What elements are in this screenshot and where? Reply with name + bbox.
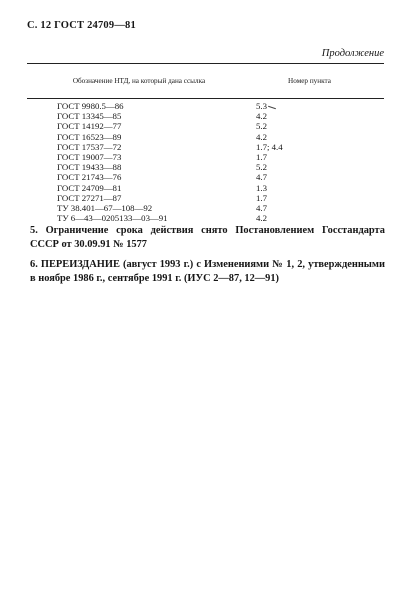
item-cell: 5.2 bbox=[256, 162, 267, 173]
note-text: Ограничение срока действия снято Постановлением Госстандарта СССР от 30.09.91 № 1577 bbox=[30, 225, 385, 250]
table-body bbox=[27, 99, 384, 223]
table-row bbox=[27, 203, 384, 213]
document-cell: ГОСТ 24709—81 bbox=[57, 182, 122, 193]
item-cell: 1.7 bbox=[256, 151, 267, 162]
document-cell: ГОСТ 17537—72 bbox=[57, 141, 122, 152]
note-number: 6. bbox=[30, 259, 38, 270]
table-row bbox=[27, 121, 384, 131]
document-cell: ГОСТ 19433—88 bbox=[57, 162, 122, 173]
item-cell: 1.7; 4.4 bbox=[256, 141, 283, 152]
table-row bbox=[27, 111, 384, 121]
note-text: ПЕРЕИЗДАНИЕ (август 1993 г.) с Изменениями № 1, 2, утвержденными в ноябре 1986 г., сентябре 1991 г. (ИУС 2—87, 12—91) bbox=[30, 259, 385, 284]
document-cell: ГОСТ 21743—76 bbox=[57, 172, 122, 183]
table-row bbox=[27, 162, 384, 172]
table-row bbox=[27, 213, 384, 223]
note-5 bbox=[30, 224, 385, 252]
document-cell: ГОСТ 27271—87 bbox=[57, 192, 122, 203]
document-cell: ТУ 6—43—0205133—03—91 bbox=[57, 213, 168, 224]
continuation-label: Продолжение bbox=[321, 48, 384, 59]
table-row bbox=[27, 132, 384, 142]
document-cell: ГОСТ 19007—73 bbox=[57, 151, 122, 162]
item-cell: 5.2 bbox=[256, 121, 267, 132]
item-cell: 1.3 bbox=[256, 182, 267, 193]
table-header bbox=[27, 64, 384, 98]
table-row bbox=[27, 172, 384, 182]
table-row bbox=[27, 101, 384, 111]
column-header-document: Обозначение НТД, на который дана ссылка bbox=[72, 76, 206, 85]
item-cell: 1.7 bbox=[256, 192, 267, 203]
item-cell: 5.3 bbox=[256, 101, 267, 111]
table-row bbox=[27, 142, 384, 152]
document-cell: ТУ 38.401—67—108—92 bbox=[57, 202, 153, 213]
item-cell: 4.7 bbox=[256, 202, 267, 213]
item-cell: 4.2 bbox=[256, 213, 267, 224]
note-number: 5. bbox=[30, 225, 38, 236]
document-cell: ГОСТ 16523—89 bbox=[57, 131, 122, 142]
item-cell: 4.7 bbox=[256, 172, 267, 183]
reference-table bbox=[27, 63, 384, 223]
document-cell: ГОСТ 9980.5—86 bbox=[57, 101, 124, 111]
table-row bbox=[27, 183, 384, 193]
document-cell: ГОСТ 13345—85 bbox=[57, 111, 122, 122]
item-cell: 4.2 bbox=[256, 131, 267, 142]
item-cell: 4.2 bbox=[256, 111, 267, 122]
document-cell: ГОСТ 14192—77 bbox=[57, 121, 122, 132]
table-row bbox=[27, 193, 384, 203]
table-row bbox=[27, 152, 384, 162]
note-6 bbox=[30, 258, 385, 286]
page-header: С. 12 ГОСТ 24709—81 bbox=[27, 20, 136, 31]
column-header-item: Номер пункта bbox=[288, 77, 331, 85]
